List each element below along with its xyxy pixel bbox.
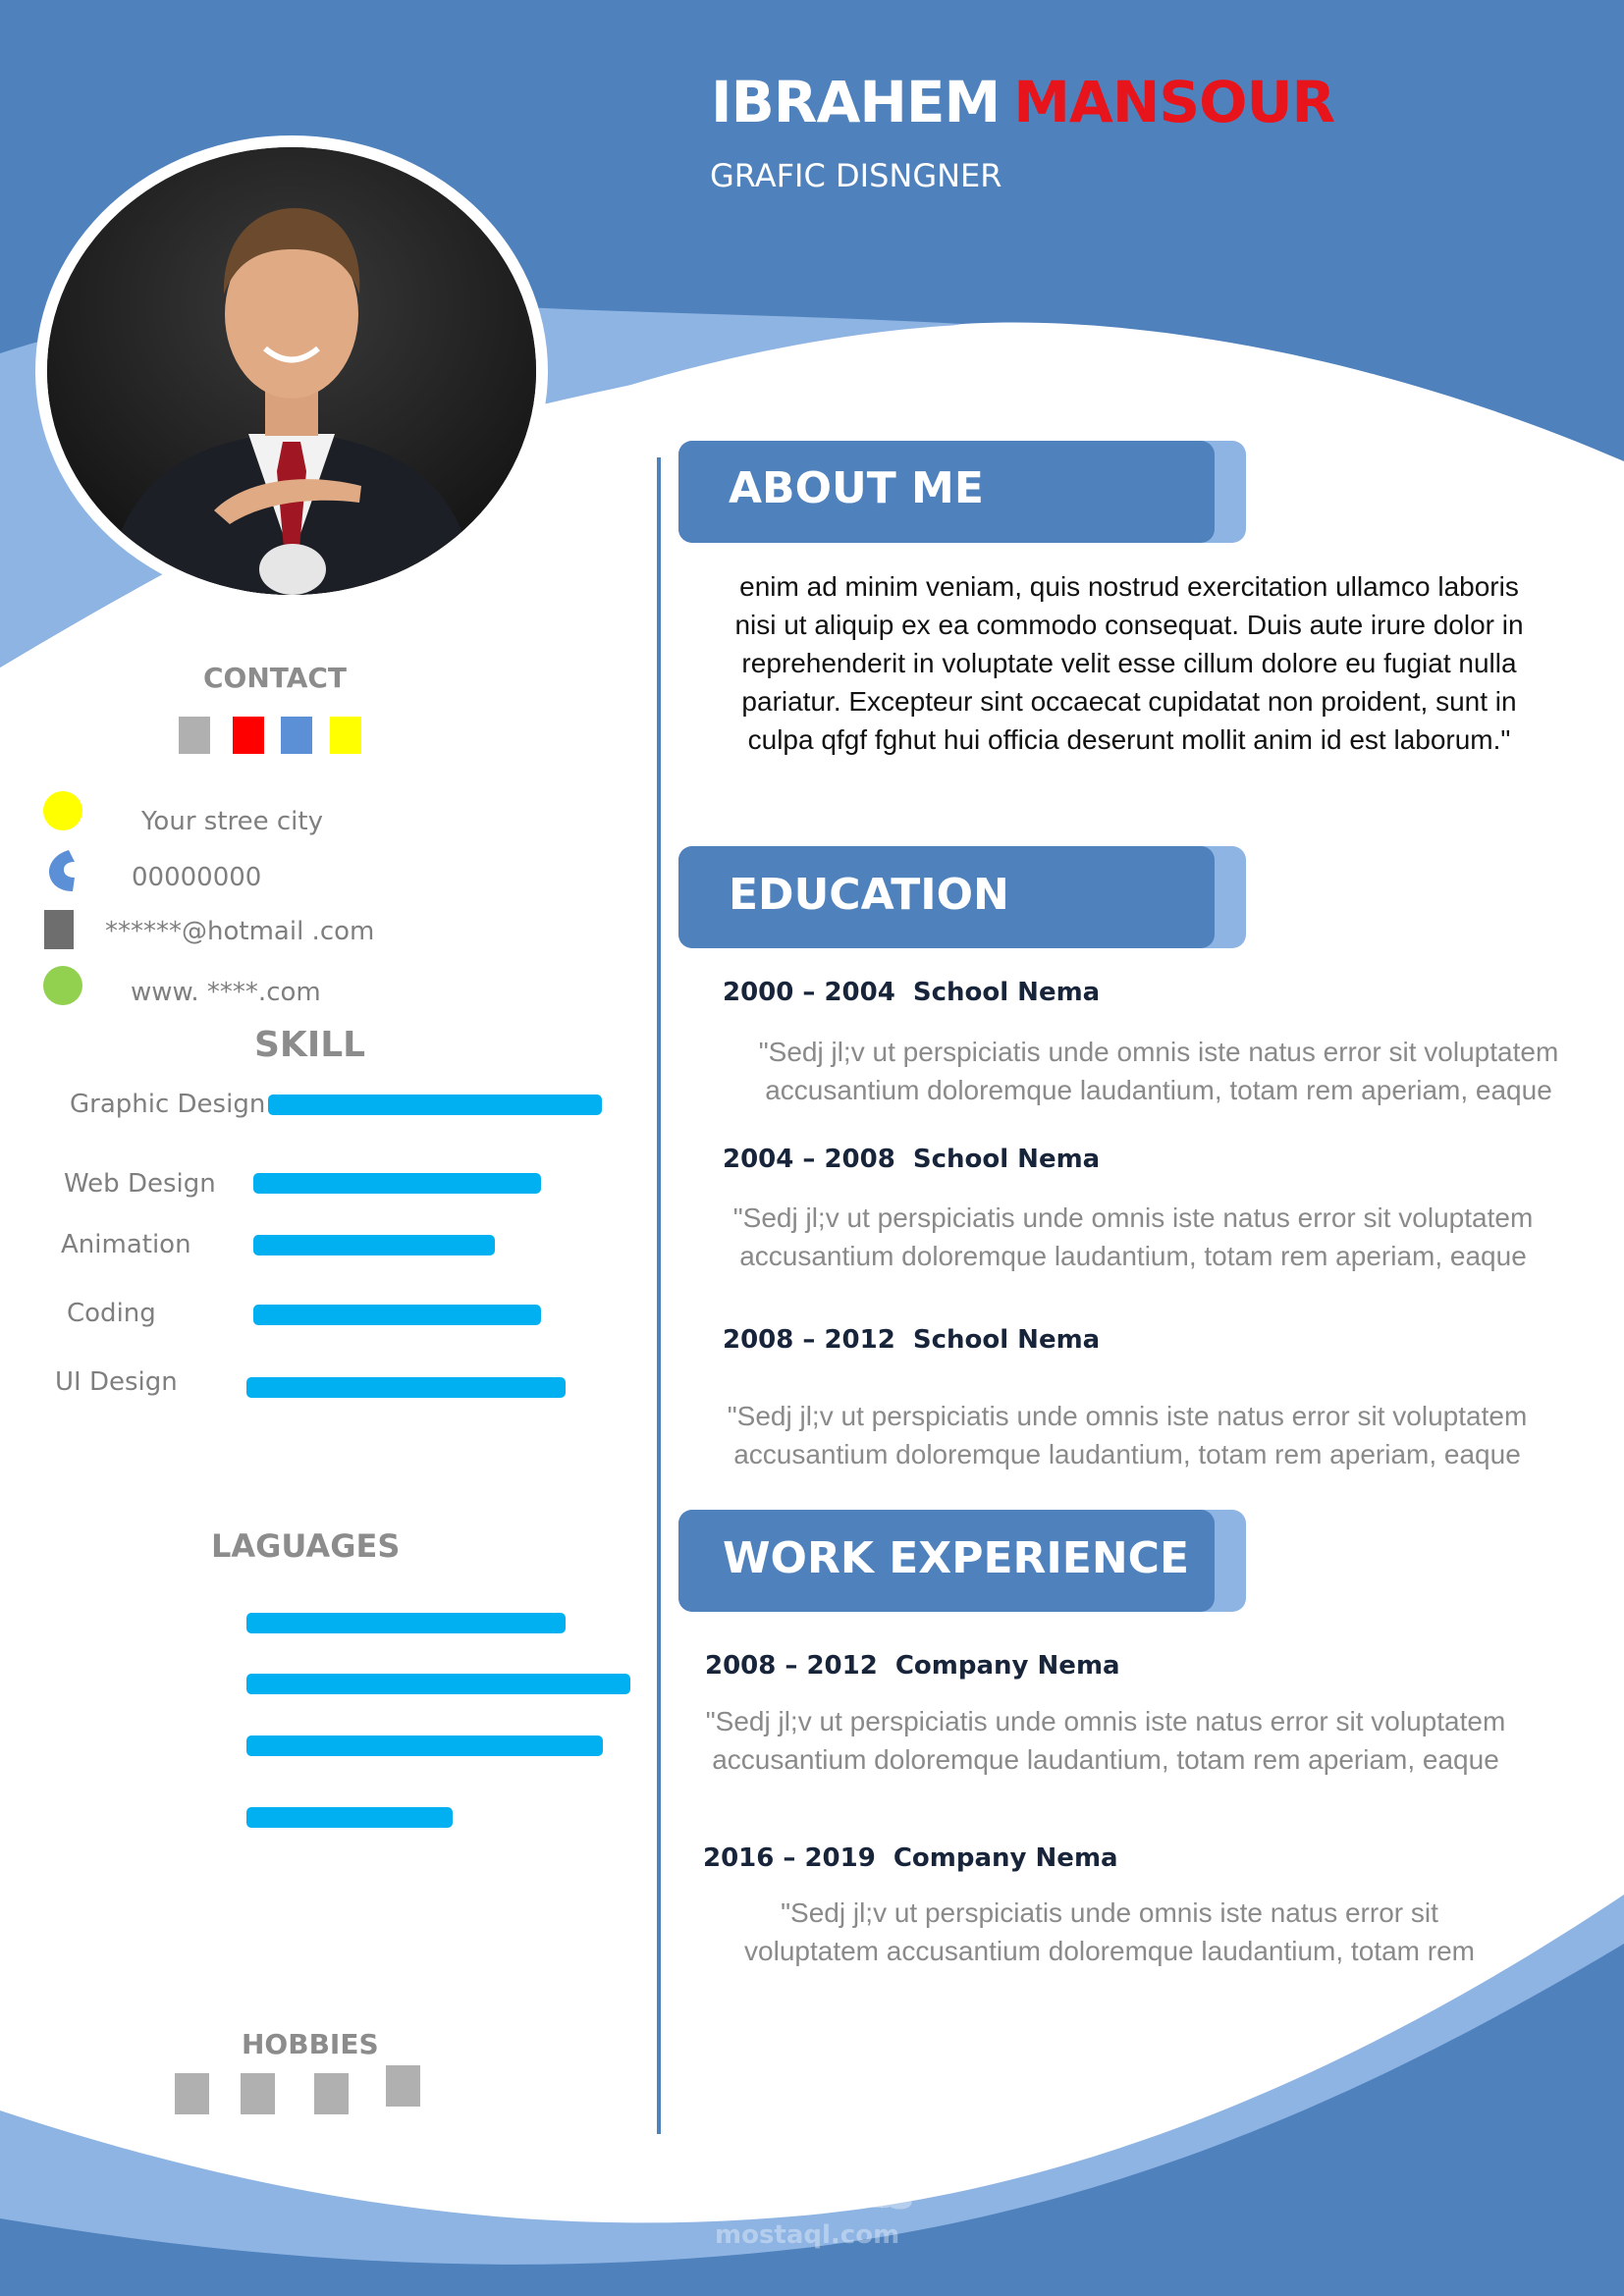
skill-label: Graphic Design	[70, 1090, 266, 1119]
about-title: ABOUT ME	[729, 463, 984, 513]
language-bar	[246, 1613, 566, 1633]
work-description	[677, 1894, 1542, 1976]
web-icon	[43, 966, 82, 1005]
email-icon	[44, 910, 74, 949]
work-title: WORK EXPERIENCE	[723, 1533, 1189, 1583]
profile-photo	[47, 147, 536, 595]
contact-swatch	[281, 717, 312, 754]
education-line: accusantium doloremque laudantium, totam rem aperiam, eaque	[739, 1241, 1527, 1271]
skill-bar	[268, 1095, 602, 1115]
education-description	[695, 1397, 1559, 1473]
skill-bar	[253, 1173, 541, 1194]
education-school: School Nema	[912, 1325, 1101, 1355]
work-line: "Sedj jl;v ut perspiciatis unde omnis iste natus error sit voluptatem	[705, 1706, 1506, 1736]
contact-swatch	[179, 717, 210, 754]
skill-label: Web Design	[64, 1169, 216, 1199]
education-title: EDUCATION	[729, 870, 1009, 920]
about-line: pariatur. Excepteur sint occaecat cupidatat non proident, sunt in	[741, 686, 1517, 717]
skill-label: Coding	[67, 1299, 156, 1328]
education-school: School Nema	[912, 978, 1101, 1007]
work-line: voluptatem accusantium doloremque laudantium, totam rem	[744, 1936, 1475, 1966]
full-name	[711, 69, 1334, 135]
work-description	[674, 1702, 1538, 1779]
education-years: 2000 – 2004	[723, 978, 895, 1007]
contact-title: CONTACT	[203, 662, 348, 694]
about-line: nisi ut aliquip ex ea commodo consequat. Duis aute irure dolor in	[734, 610, 1524, 640]
language-bar	[246, 1674, 630, 1694]
education-entry-heading	[723, 1325, 1100, 1355]
education-line: "Sedj jl;v ut perspiciatis unde omnis iste natus error sit voluptatem	[758, 1037, 1559, 1067]
contact-email: ******@hotmail .com	[105, 917, 375, 946]
work-line: accusantium doloremque laudantium, totam rem aperiam, eaque	[712, 1744, 1499, 1775]
work-line: "Sedj jl;v ut perspiciatis unde omnis iste natus error sit	[781, 1897, 1438, 1928]
education-school: School Nema	[912, 1145, 1101, 1174]
language-bar	[246, 1807, 453, 1828]
last-name: MANSOUR	[1013, 69, 1335, 135]
hobby-icon	[386, 2065, 420, 2107]
work-company: Company Nema	[893, 1843, 1118, 1873]
about-line: culpa qfgf fghut hui officia deserunt mollit anim id est laborum."	[747, 724, 1511, 755]
first-name: IBRAHEM	[711, 69, 1001, 135]
work-entry-heading	[705, 1651, 1120, 1681]
education-line: accusantium doloremque laudantium, totam rem aperiam, eaque	[733, 1439, 1521, 1469]
contact-phone: 00000000	[132, 863, 262, 892]
education-line: "Sedj jl;v ut perspiciatis unde omnis iste natus error sit voluptatem	[732, 1202, 1534, 1233]
hobbies-title: HOBBIES	[242, 2028, 379, 2060]
language-bar	[246, 1735, 603, 1756]
watermark-logo: مستقل	[715, 2158, 916, 2221]
hobby-icon	[241, 2073, 275, 2114]
skill-label: UI Design	[55, 1367, 178, 1397]
phone-icon	[47, 848, 77, 893]
skill-title: SKILL	[254, 1025, 366, 1065]
work-years: 2008 – 2012	[705, 1651, 878, 1681]
job-title: GRAFIC DISNGNER	[710, 157, 1002, 194]
education-description	[701, 1199, 1565, 1275]
skill-bar	[246, 1377, 566, 1398]
education-description	[727, 1033, 1591, 1109]
education-line: "Sedj jl;v ut perspiciatis unde omnis iste natus error sit voluptatem	[727, 1401, 1528, 1431]
watermark-text: mostaql.com	[715, 2220, 900, 2250]
contact-address: Your stree city	[141, 807, 323, 836]
education-entry-heading	[723, 1145, 1100, 1174]
languages-title: LAGUAGES	[211, 1527, 401, 1565]
about-line: reprehenderit in voluptate velit esse cillum dolore eu fugiat nulla	[741, 648, 1517, 678]
hobby-icon	[314, 2073, 349, 2114]
contact-website: www. ****.com	[131, 978, 321, 1007]
contact-swatch	[330, 717, 361, 754]
work-company: Company Nema	[894, 1651, 1120, 1681]
education-years: 2004 – 2008	[723, 1145, 895, 1174]
about-text	[687, 567, 1571, 759]
about-line: enim ad minim veniam, quis nostrud exercitation ullamco laboris	[739, 571, 1519, 602]
education-years: 2008 – 2012	[723, 1325, 895, 1355]
contact-swatch	[233, 717, 264, 754]
hobby-icon	[175, 2073, 209, 2114]
skill-bar	[253, 1235, 495, 1255]
skill-bar	[253, 1305, 541, 1325]
work-entry-heading	[703, 1843, 1118, 1873]
work-years: 2016 – 2019	[703, 1843, 876, 1873]
education-line: accusantium doloremque laudantium, totam rem aperiam, eaque	[765, 1075, 1552, 1105]
skill-label: Animation	[61, 1230, 191, 1259]
education-entry-heading	[723, 978, 1100, 1007]
location-icon	[43, 791, 82, 830]
column-divider	[657, 457, 661, 2134]
